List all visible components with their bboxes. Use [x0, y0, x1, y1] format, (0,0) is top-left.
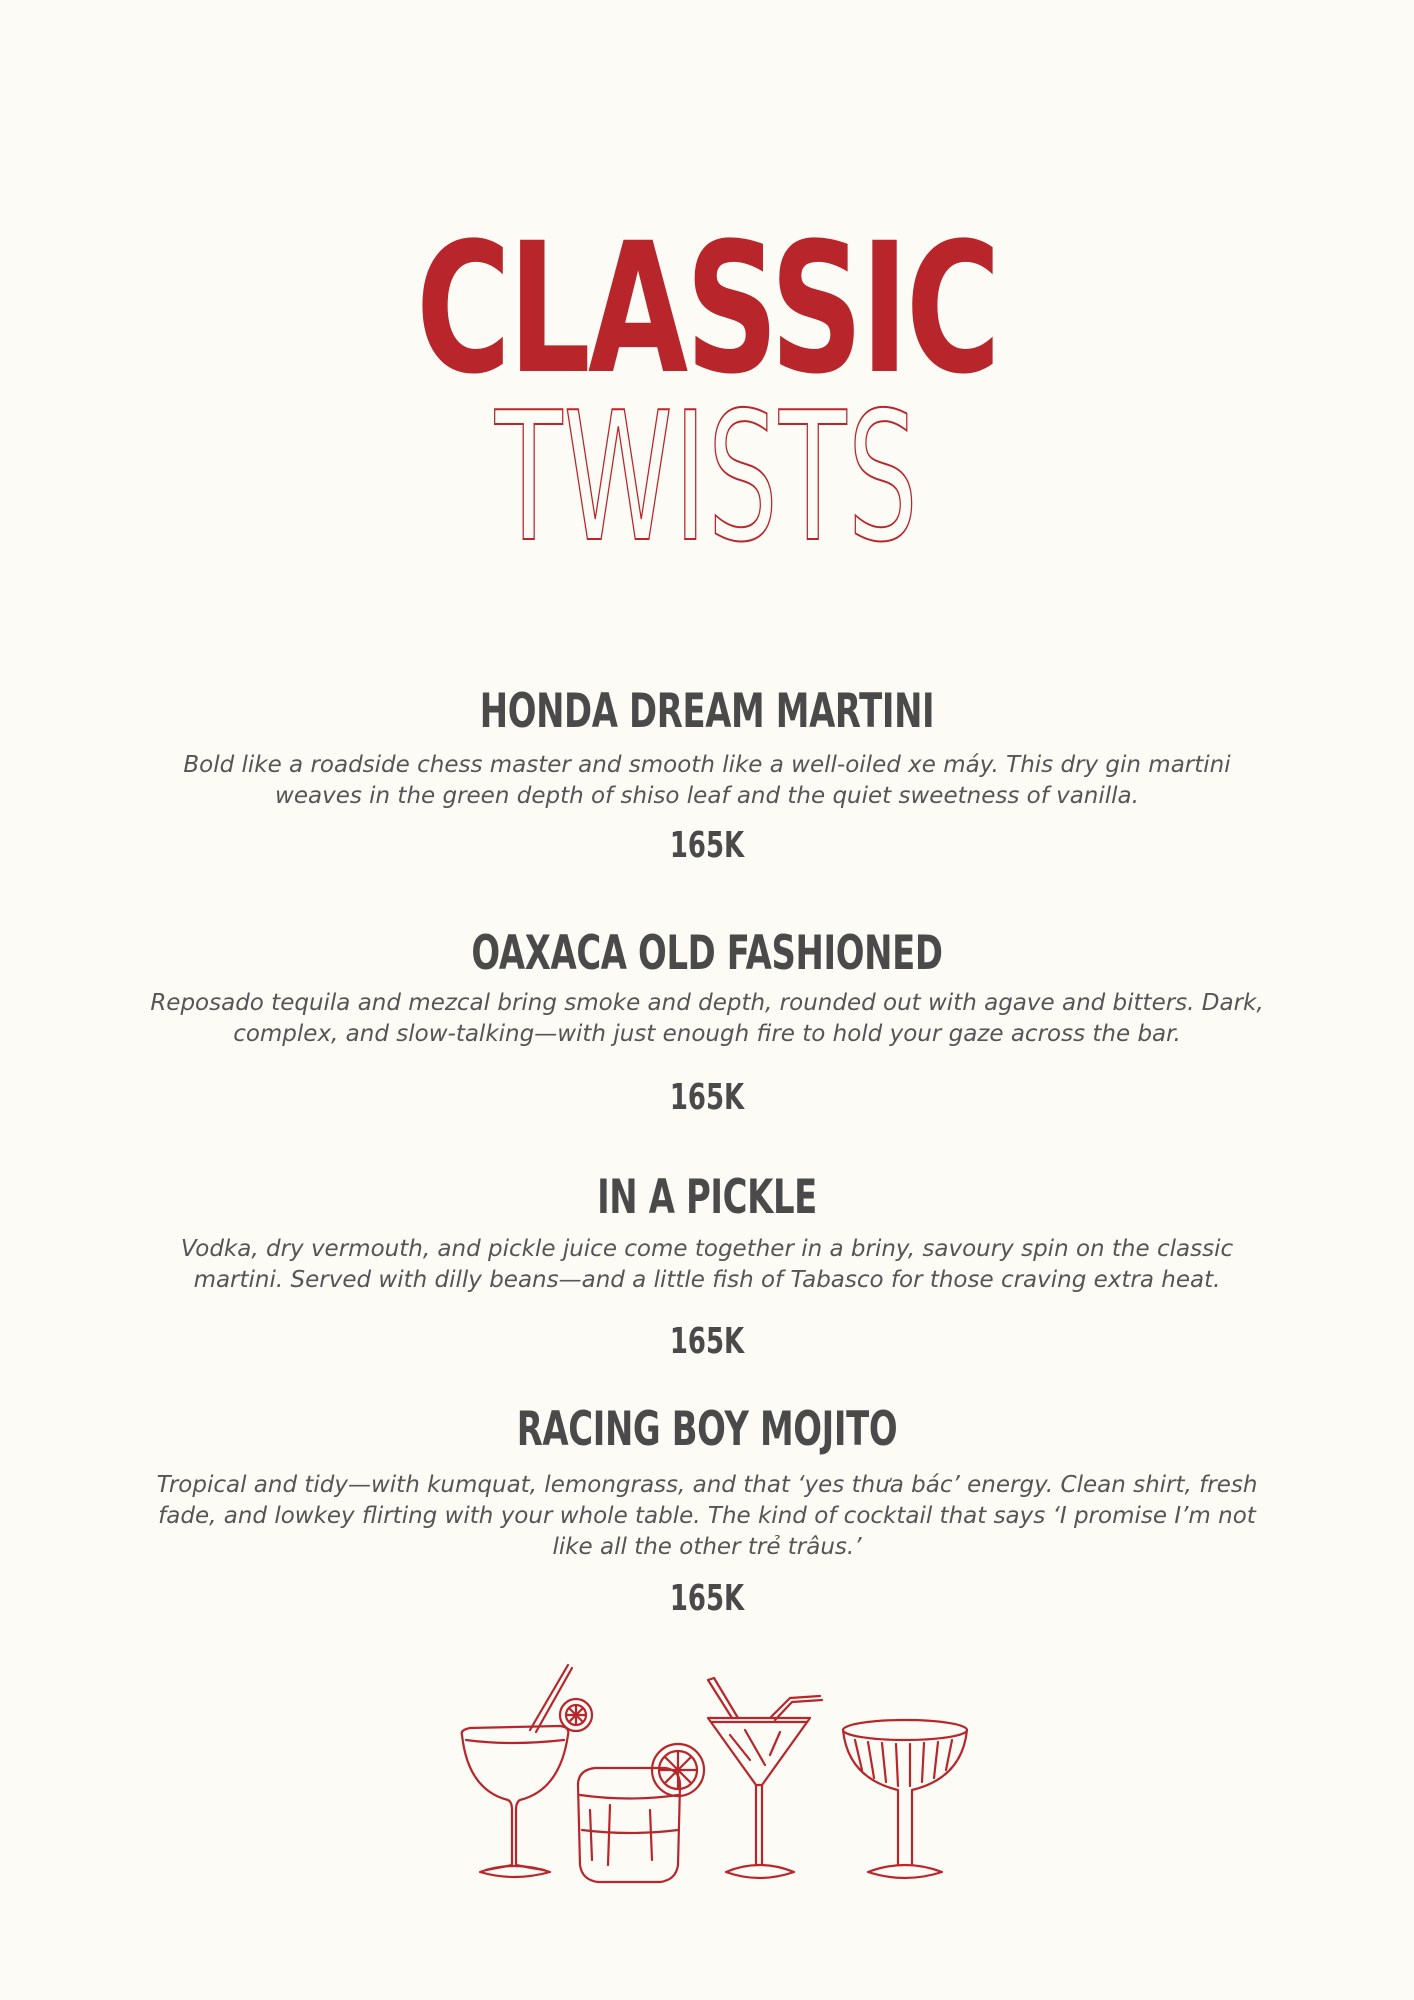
menu-item — [0, 924, 1414, 1120]
menu-item — [0, 1168, 1414, 1364]
martini-glass-icon — [708, 1678, 822, 1878]
champagne-coupe-icon — [843, 1720, 967, 1878]
menu-item — [0, 1400, 1414, 1621]
cocktail-illustration — [450, 1660, 970, 1900]
title-classic: CLASSIC — [415, 205, 999, 414]
item-description: Vodka, dry vermouth, and pickle juice come together in a briny, savoury spin on the classic martini. Served with dilly beans—and a little fish of Tabasco for those craving extra heat. — [180, 1236, 1234, 1293]
item-name: HONDA DREAM MARTINI — [479, 684, 935, 739]
item-price: 165K — [669, 1077, 745, 1118]
item-name: RACING BOY MOJITO — [516, 1402, 898, 1457]
item-description: Bold like a roadside chess master and smooth like a well-oiled xe máy. This dry gin martini weaves in the green depth of shiso leaf and the quiet sweetness of vanilla. — [183, 752, 1231, 809]
item-name: IN A PICKLE — [597, 1170, 817, 1225]
item-description: Reposado tequila and mezcal bring smoke and depth, rounded out with agave and bitters. Dark, complex, and slow-talking—with just enough fire to hold your gaze across the bar. — [150, 990, 1264, 1047]
title-twists: TWISTS — [494, 374, 920, 581]
item-name: OAXACA OLD FASHIONED — [471, 926, 943, 981]
menu-item — [0, 682, 1414, 868]
coupe-glass-icon — [462, 1665, 592, 1877]
rocks-glass-icon — [578, 1744, 704, 1882]
item-price: 165K — [669, 1321, 745, 1362]
item-price: 165K — [669, 825, 745, 866]
item-price: 165K — [669, 1578, 745, 1619]
item-description: Tropical and tidy—with kumquat, lemongrass, and that ‘yes thưa bác’ energy. Clean shirt, fresh fade, and lowkey flirting with your whole table. The kind of cocktail that says ‘I promise I’m not like all the other trẻ trâus.’ — [156, 1472, 1258, 1560]
